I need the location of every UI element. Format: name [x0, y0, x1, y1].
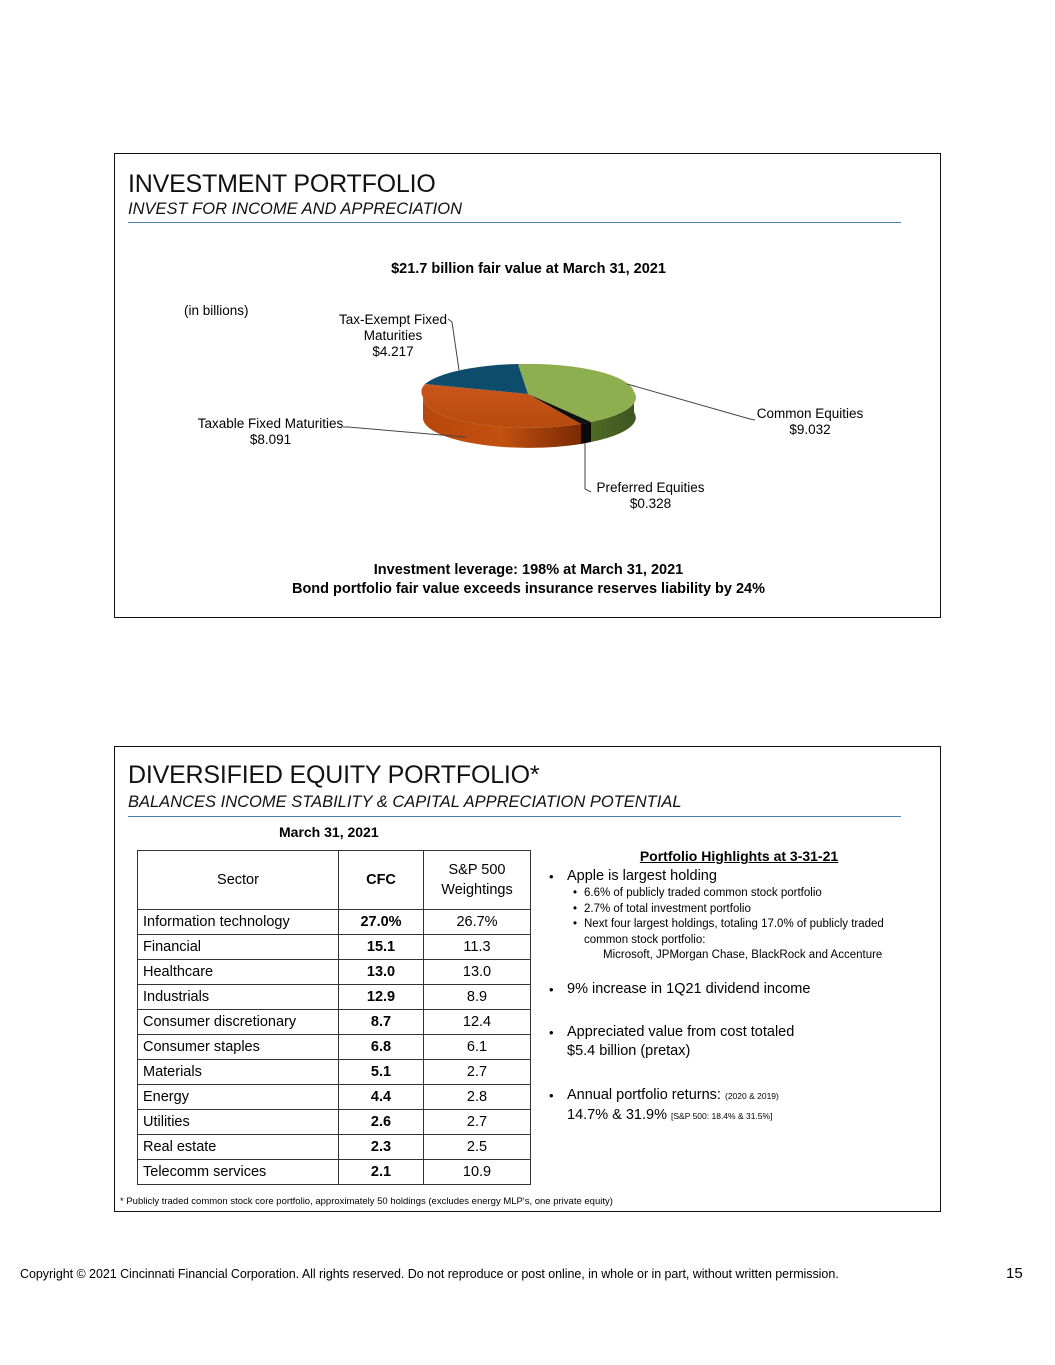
cell-cfc: 2.1 — [339, 1160, 424, 1185]
pie-chart — [115, 154, 942, 619]
label-taxable-fixed-maturities — [193, 416, 348, 448]
cell-sp500: 2.5 — [424, 1135, 531, 1160]
investment-portfolio-slide — [114, 153, 941, 618]
label-value: $8.091 — [249, 432, 292, 447]
cell-sector: Materials — [138, 1060, 339, 1085]
sub-item — [573, 902, 884, 918]
cell-sp500: 12.4 — [424, 1010, 531, 1035]
sub-item — [573, 917, 884, 933]
highlight-text: Apple is largest holding — [567, 868, 717, 884]
highlight-text: 9% increase in 1Q21 dividend income — [567, 981, 811, 997]
cell-sp500: 11.3 — [424, 935, 531, 960]
top-holdings-list: Microsoft, JPMorgan Chase, BlackRock and Accenture — [603, 949, 883, 961]
cell-cfc: 2.6 — [339, 1110, 424, 1135]
slide-subtitle: BALANCES INCOME STABILITY & CAPITAL APPRECIATION POTENTIAL — [128, 793, 682, 811]
table-row — [138, 1035, 531, 1060]
cell-sector: Healthcare — [138, 960, 339, 985]
title-divider — [128, 816, 901, 817]
table-header-row — [138, 851, 531, 910]
sub-item-text: common stock portfolio: — [584, 933, 706, 946]
cell-sp500: 2.7 — [424, 1110, 531, 1135]
cell-sp500: 2.8 — [424, 1085, 531, 1110]
label-value: $4.217 — [372, 344, 414, 359]
highlight-text — [549, 1106, 779, 1126]
header-sp500 — [424, 851, 531, 910]
slide-subtitle: INVEST FOR INCOME AND APPRECIATION — [128, 200, 463, 218]
highlight-apple — [549, 867, 717, 886]
cell-cfc: 8.7 — [339, 1010, 424, 1035]
cell-sector: Financial — [138, 935, 339, 960]
table-row — [138, 935, 531, 960]
label-value: $0.328 — [629, 496, 672, 511]
bullet-icon: • — [549, 869, 554, 884]
cell-sector: Consumer discretionary — [138, 1010, 339, 1035]
highlight-text: Appreciated value from cost totaled — [567, 1024, 795, 1040]
label-line: Tax-Exempt Fixed — [338, 312, 448, 327]
table-row — [138, 960, 531, 985]
bullet-icon: • — [549, 982, 554, 997]
cell-sector: Telecomm services — [138, 1160, 339, 1185]
bullet-icon: • — [573, 918, 578, 930]
slide-title: DIVERSIFIED EQUITY PORTFOLIO* — [128, 761, 540, 789]
label-tax-exempt-fixed-maturities — [333, 312, 453, 360]
header-line: Weightings — [441, 882, 513, 898]
portfolio-highlights — [543, 848, 938, 1123]
highlight-text — [549, 1086, 779, 1106]
label-line: Maturities — [363, 328, 423, 343]
cell-sp500: 2.7 — [424, 1060, 531, 1085]
footnote: * Publicly traded common stock core portfolio, approximately 50 holdings (excludes energy MLP's, one private equity) — [120, 1196, 613, 1207]
sub-item — [573, 886, 884, 902]
bullet-icon: • — [549, 1088, 554, 1103]
returns-values: 14.7% & 31.9% — [567, 1107, 671, 1123]
bond-portfolio-text: Bond portfolio fair value exceeds insurance reserves liability by 24% — [291, 581, 766, 597]
highlights-title: Portfolio Highlights at 3-31-21 — [639, 848, 839, 864]
cell-sector: Information technology — [138, 910, 339, 935]
apple-sub-list — [573, 886, 884, 964]
cell-sector: Industrials — [138, 985, 339, 1010]
copyright-notice: Copyright © 2021 Cincinnati Financial Corporation. All rights reserved. Do not reproduce or post online, in whole or in part, without written permission. — [20, 1267, 839, 1281]
table-row — [138, 1085, 531, 1110]
title-divider — [128, 222, 901, 223]
leverage-stats — [115, 561, 942, 599]
table-row — [138, 1135, 531, 1160]
units-note: (in billions) — [184, 303, 249, 318]
cell-cfc: 2.3 — [339, 1135, 424, 1160]
label-common-equities — [751, 406, 869, 438]
cell-cfc: 13.0 — [339, 960, 424, 985]
pie-side-walls — [423, 392, 636, 448]
label-preferred-equities — [593, 480, 708, 512]
cell-sp500: 13.0 — [424, 960, 531, 985]
header-sector: Sector — [138, 851, 339, 910]
cell-sp500: 10.9 — [424, 1160, 531, 1185]
returns-years: (2020 & 2019) — [724, 1091, 779, 1101]
investment-leverage-text: Investment leverage: 198% at March 31, 2021 — [373, 562, 684, 578]
cell-cfc: 15.1 — [339, 935, 424, 960]
cell-sector: Real estate — [138, 1135, 339, 1160]
bullet-icon: • — [573, 902, 578, 915]
sub-item-text: 2.7% of total investment portfolio — [584, 902, 751, 915]
table-row — [138, 1160, 531, 1185]
header-cfc: CFC — [339, 851, 424, 910]
chart-title: $21.7 billion fair value at March 31, 2021 — [391, 261, 666, 277]
cell-sp500: 6.1 — [424, 1035, 531, 1060]
label-line: Preferred Equities — [596, 480, 705, 495]
cell-sector: Utilities — [138, 1110, 339, 1135]
sp500-returns: [S&P 500: 18.4% & 31.5%] — [671, 1111, 773, 1121]
table-date: March 31, 2021 — [279, 824, 379, 840]
page-number: 15 — [1006, 1265, 1023, 1282]
cell-sector: Energy — [138, 1085, 339, 1110]
label-line: Taxable Fixed Maturities — [197, 416, 344, 431]
equity-portfolio-slide — [114, 746, 941, 1212]
table-row — [138, 1110, 531, 1135]
table-row — [138, 1010, 531, 1035]
table-row — [138, 985, 531, 1010]
label-value: $9.032 — [789, 422, 831, 437]
highlight-appreciated-value — [549, 1023, 794, 1061]
cell-sp500: 8.9 — [424, 985, 531, 1010]
header-line: S&P 500 — [448, 862, 506, 878]
cell-sp500: 26.7% — [424, 910, 531, 935]
sub-item-text: 6.6% of publicly traded common stock portfolio — [584, 887, 822, 899]
sector-weightings-table — [137, 850, 531, 1185]
returns-label: Annual portfolio returns: — [567, 1087, 725, 1103]
sub-item-continuation — [573, 933, 884, 949]
table-row — [138, 1060, 531, 1085]
highlight-dividend — [549, 980, 810, 999]
pie-top-faces — [421, 364, 635, 428]
cell-cfc: 12.9 — [339, 985, 424, 1010]
cell-cfc: 6.8 — [339, 1035, 424, 1060]
highlight-annual-returns — [549, 1086, 779, 1126]
cell-sector: Consumer staples — [138, 1035, 339, 1060]
cell-cfc: 27.0% — [339, 910, 424, 935]
cell-cfc: 5.1 — [339, 1060, 424, 1085]
cell-cfc: 4.4 — [339, 1085, 424, 1110]
highlight-text: $5.4 billion (pretax) — [567, 1043, 691, 1059]
slide-title: INVESTMENT PORTFOLIO — [128, 170, 436, 198]
table-row — [138, 910, 531, 935]
bullet-icon: • — [573, 887, 578, 899]
bullet-icon: • — [549, 1025, 554, 1040]
sub-item-text: Next four largest holdings, totaling 17.0% of publicly traded — [584, 918, 884, 930]
label-line: Common Equities — [756, 406, 864, 421]
